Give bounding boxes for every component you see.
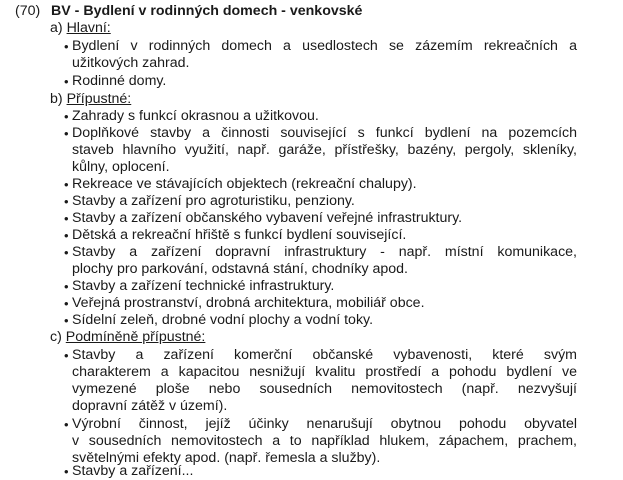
bullet-icon: • xyxy=(64,348,69,363)
bullet-icon: • xyxy=(64,39,69,54)
section-heading xyxy=(15,3,362,20)
list-item: • Veřejná prostranství, drobná architektura, mobiliář obce. xyxy=(64,295,425,311)
bullet-icon: • xyxy=(64,194,69,209)
section-label-text: Podmíněně přípustné: xyxy=(65,329,206,345)
list-item: • Zahrady s funkcí okrasnou a užitkovou. xyxy=(64,108,319,124)
list-item: • Dětská a rekreační hřiště s funkcí bydlení související. xyxy=(64,227,407,243)
list-item: • Rodinné domy. xyxy=(64,73,167,89)
bullet-icon: • xyxy=(64,211,69,226)
section-label-podminene-pripustne xyxy=(50,329,205,346)
list-item: • Stavby a zařízení občanského vybavení veřejné infrastruktury. xyxy=(64,210,463,226)
bullet-icon: • xyxy=(64,417,69,432)
list-item: • Stavby a zařízení komerční občanské vybavenosti, které svým charakterem a kapacitou nesnižují kvalitu prostředí a pohodu bydlení ve vymezené ploše nebo sousedních nemovitostech (např. nezvyšují dopravní zátěž v území). xyxy=(64,347,577,414)
bullet-icon: • xyxy=(64,109,69,124)
list-item: • Doplňkové stavby a činnosti související s funkcí bydlení na pozemcích staveb hlavního využití, např. garáže, přístřešky, bazény, pergoly, skleníky, kůlny, oplocení. xyxy=(64,125,577,175)
list-item: • Rekreace ve stávajících objektech (rekreační chalupy). xyxy=(64,176,417,192)
bullet-icon: • xyxy=(64,296,69,311)
heading-number: (70) xyxy=(15,3,41,19)
section-label-text: Hlavní: xyxy=(66,20,111,36)
section-prefix: a) xyxy=(50,20,67,36)
section-prefix: b) xyxy=(50,91,67,107)
bullet-icon: • xyxy=(64,126,69,141)
list-item: • Stavby a zařízení pro agroturistiku, penziony. xyxy=(64,193,355,209)
bullet-icon: • xyxy=(64,313,69,328)
bullet-icon: • xyxy=(64,464,69,479)
section-prefix: c) xyxy=(50,329,66,345)
bullet-icon: • xyxy=(64,177,69,192)
bullet-icon: • xyxy=(64,74,69,89)
bullet-icon: • xyxy=(64,279,69,294)
list-item: • Stavby a zařízení technické infrastruktury. xyxy=(64,278,335,294)
bullet-icon: • xyxy=(64,245,69,260)
heading-title: BV - Bydlení v rodinných domech - venkovské xyxy=(51,3,363,19)
section-label-text: Přípustné: xyxy=(66,91,132,107)
list-item: • Bydlení v rodinných domech a usedlostech se zázemím rekreačních a užitkových zahrad. xyxy=(64,38,577,71)
section-label-hlavni xyxy=(50,20,111,37)
bullet-icon: • xyxy=(64,228,69,243)
list-item: • Výrobní činnost, jejíž účinky nenarušují obytnou pohodu obyvatel v sousedních nemovitostech a to například hlukem, zápachem, prachem, světelnými efekty apod. (např. řemesla a služby). xyxy=(64,416,577,466)
list-item-clipped: • Stavby a zařízení... xyxy=(64,463,194,479)
list-item: • Stavby a zařízení dopravní infrastruktury - např. místní komunikace, plochy pro parkování, odstavná stání, chodníky apod. xyxy=(64,244,577,277)
section-label-pripustne xyxy=(50,91,131,108)
list-item: • Sídelní zeleň, drobné vodní plochy a vodní toky. xyxy=(64,312,374,328)
